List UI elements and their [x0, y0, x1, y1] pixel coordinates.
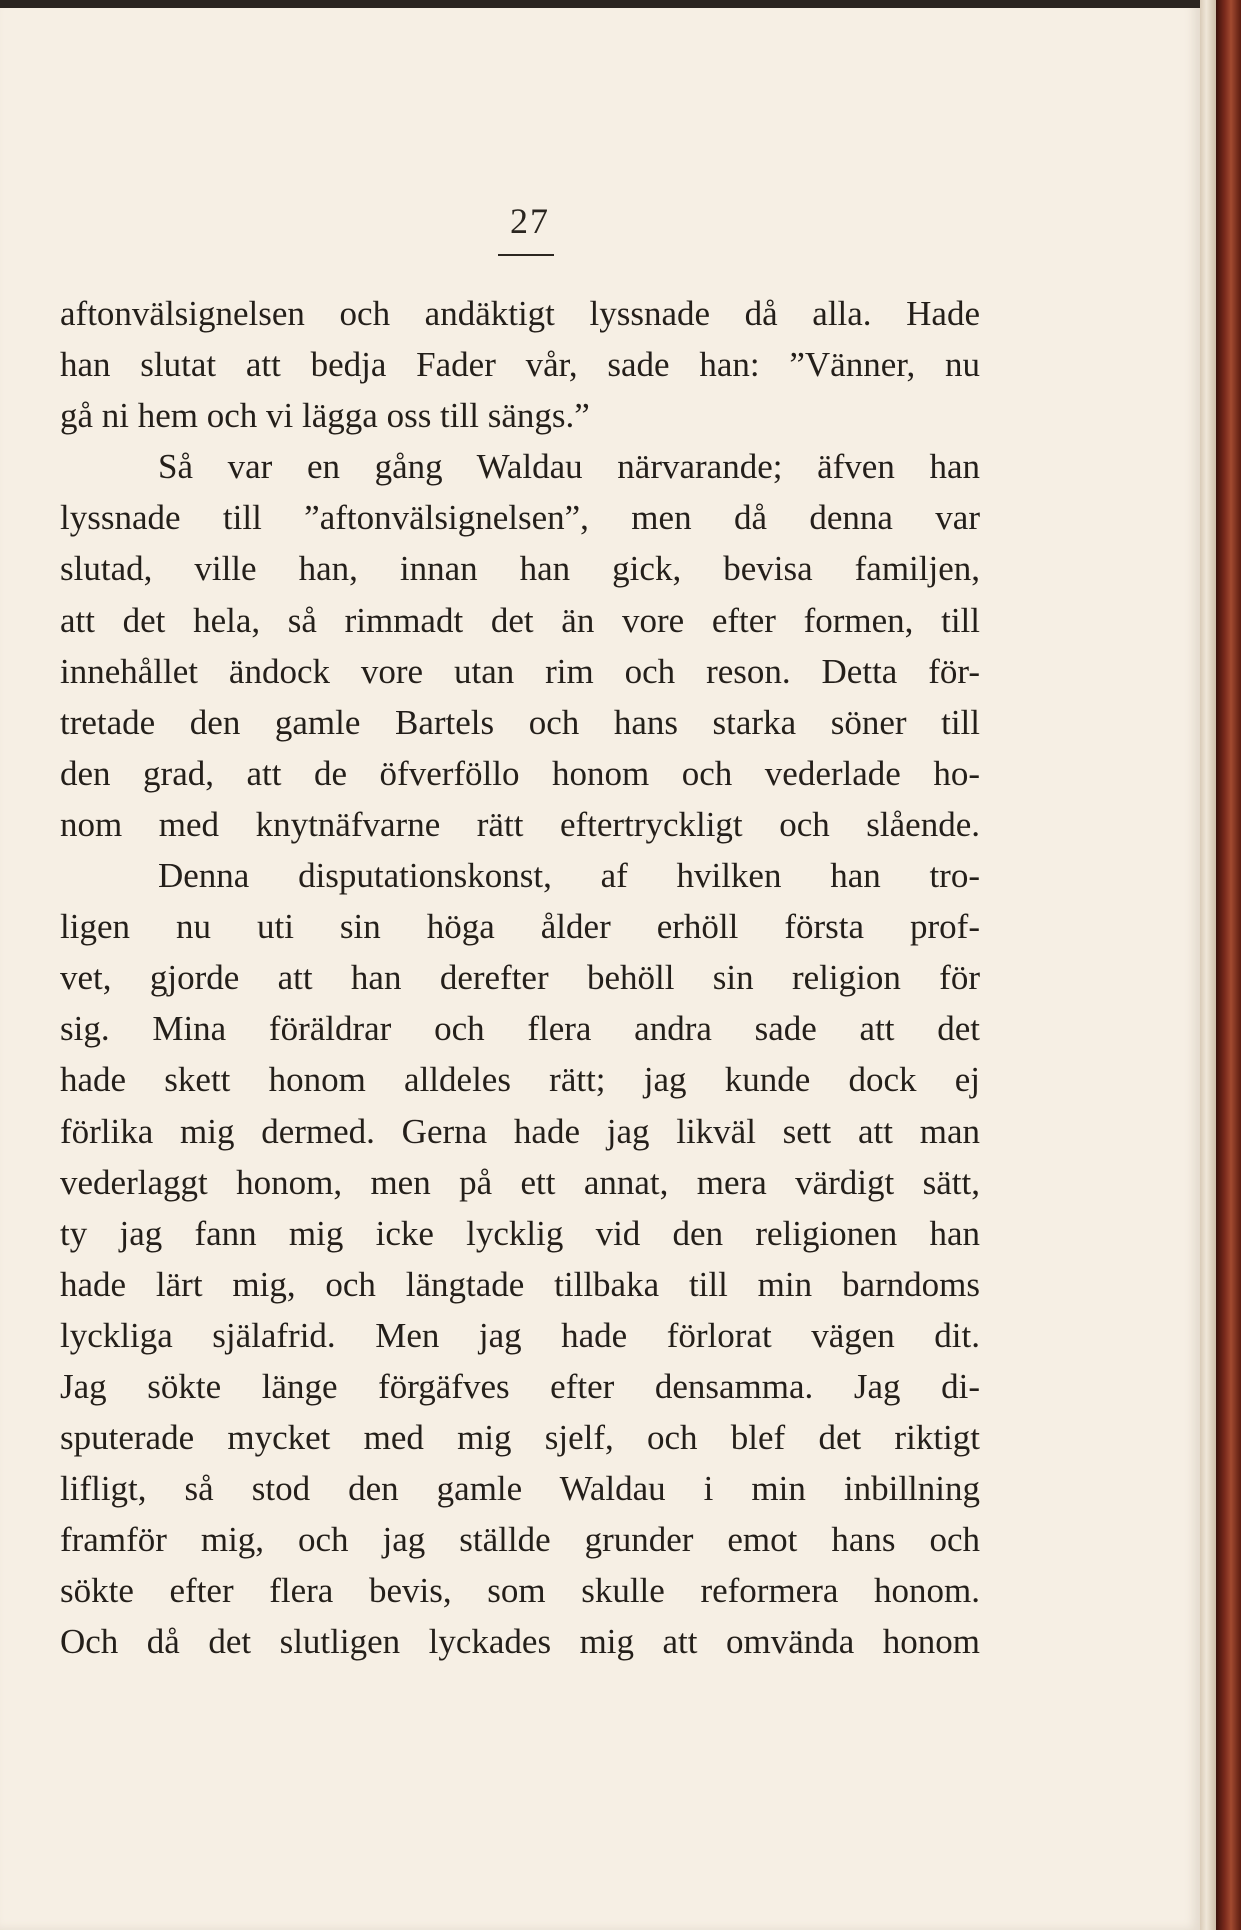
text-line: sputerade mycket med mig sjelf, och blef det riktigt — [60, 1418, 980, 1458]
text-line: att det hela, så rimmadt det än vore efter formen, till — [60, 600, 980, 640]
text-line: den grad, att de öfverföllo honom och vederlade ho- — [60, 753, 980, 793]
text-line: sökte efter flera bevis, som skulle reformera honom. — [60, 1571, 980, 1611]
text-line: han slutat att bedja Fader vår, sade han: ”Vänner, nu — [60, 345, 980, 385]
text-line: Och då det slutligen lyckades mig att omvända honom — [60, 1622, 980, 1662]
text-line: Så var en gång Waldau närvarande; äfven han — [158, 447, 980, 487]
text-line: lyckliga själafrid. Men jag hade förlorat vägen dit. — [60, 1315, 980, 1355]
text-line: hade skett honom alldeles rätt; jag kunde dock ej — [60, 1060, 980, 1100]
book-cover-edge — [1216, 0, 1241, 1930]
text-line: Jag sökte länge förgäfves efter densamma. Jag di- — [60, 1366, 980, 1406]
text-line: lifligt, så stod den gamle Waldau i min inbillning — [60, 1469, 980, 1509]
page-edges — [1200, 0, 1216, 1930]
text-line: vet, gjorde att han derefter behöll sin religion för — [60, 958, 980, 998]
page-number-rule — [498, 254, 554, 256]
text-line: lyssnade till ”aftonvälsignelsen”, men då denna var — [60, 498, 980, 538]
text-line: gå ni hem och vi lägga oss till sängs.” — [60, 396, 590, 436]
text-line: tretade den gamle Bartels och hans starka söner till — [60, 702, 980, 742]
text-line: slutad, ville han, innan han gick, bevisa familjen, — [60, 549, 980, 589]
text-line: framför mig, och jag ställde grunder emot hans och — [60, 1520, 980, 1560]
text-line: förlika mig dermed. Gerna hade jag likväl sett att man — [60, 1111, 980, 1151]
text-line: sig. Mina föräldrar och flera andra sade att det — [60, 1009, 980, 1049]
text-line: nom med knytnäfvarne rätt eftertryckligt och slående. — [60, 804, 980, 844]
text-line: aftonvälsignelsen och andäktigt lyssnade då alla. Hade — [60, 294, 980, 333]
text-line: ty jag fann mig icke lycklig vid den religionen han — [60, 1213, 980, 1253]
body-text — [60, 288, 980, 1668]
text-line: Denna disputationskonst, af hvilken han tro- — [158, 856, 980, 896]
text-line: vederlaggt honom, men på ett annat, mera värdigt sätt, — [60, 1162, 980, 1202]
text-line: innehållet ändock vore utan rim och reson. Detta för- — [60, 651, 980, 691]
text-line: ligen nu uti sin höga ålder erhöll första prof- — [60, 907, 980, 947]
page-top-edge — [0, 0, 1202, 8]
text-line: hade lärt mig, och längtade tillbaka till min barndoms — [60, 1264, 980, 1304]
page-number: 27 — [510, 201, 550, 241]
